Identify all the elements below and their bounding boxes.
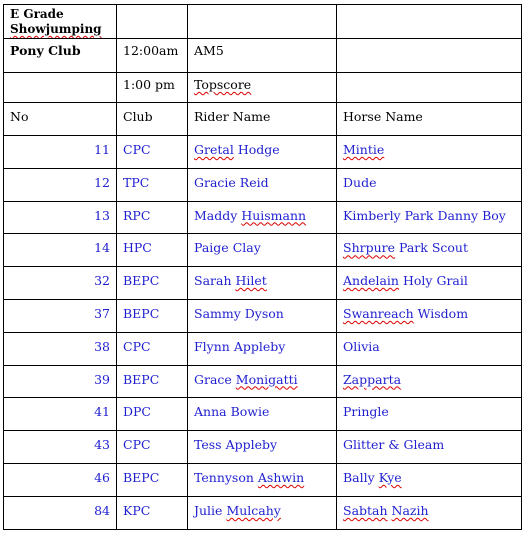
time-1: 12:00am <box>117 39 188 73</box>
entry-club: CPC <box>117 431 188 464</box>
table-row <box>4 398 522 431</box>
entry-horse: Andelain Holy Grail <box>337 267 522 300</box>
entry-horse: Mintie <box>337 136 522 169</box>
column-header-no: No <box>4 103 117 136</box>
event-1: AM5 <box>188 39 337 73</box>
entry-rider: Tess Appleby <box>188 431 337 464</box>
entry-horse: Sabtah Nazih <box>337 496 522 529</box>
entry-rider: Anna Bowie <box>188 398 337 431</box>
entry-rider: Flynn Appleby <box>188 332 337 365</box>
event-2-text: Topscore <box>194 77 252 92</box>
club-row <box>4 39 522 73</box>
column-header-horse: Horse Name <box>337 103 522 136</box>
table-row <box>4 332 522 365</box>
entry-number: 32 <box>4 267 117 300</box>
entries-table <box>3 4 522 530</box>
entry-horse: Zapparta <box>337 365 522 398</box>
entry-horse: Olivia <box>337 332 522 365</box>
column-header-row <box>4 103 522 136</box>
entry-horse: Shrpure Park Scout <box>337 234 522 267</box>
empty-cell <box>4 73 117 103</box>
entry-number: 46 <box>4 463 117 496</box>
entry-club: CPC <box>117 332 188 365</box>
entry-number: 41 <box>4 398 117 431</box>
entry-rider: Sarah Hilet <box>188 267 337 300</box>
table-row <box>4 496 522 529</box>
entry-number: 12 <box>4 168 117 201</box>
entry-number: 13 <box>4 201 117 234</box>
entry-rider: Maddy Huismann <box>188 201 337 234</box>
column-header-rider: Rider Name <box>188 103 337 136</box>
time-2: 1:00 pm <box>117 73 188 103</box>
table-row <box>4 136 522 169</box>
entry-rider: Gracie Reid <box>188 168 337 201</box>
time-row <box>4 73 522 103</box>
empty-cell <box>188 5 337 39</box>
entry-horse: Swanreach Wisdom <box>337 299 522 332</box>
table-row <box>4 365 522 398</box>
table-row <box>4 201 522 234</box>
entry-number: 14 <box>4 234 117 267</box>
entry-number: 84 <box>4 496 117 529</box>
entry-club: TPC <box>117 168 188 201</box>
entry-club: BEPC <box>117 463 188 496</box>
entry-number: 11 <box>4 136 117 169</box>
entry-horse: Kimberly Park Danny Boy <box>337 201 522 234</box>
entry-rider: Sammy Dyson <box>188 299 337 332</box>
entry-horse: Bally Kye <box>337 463 522 496</box>
entry-number: 38 <box>4 332 117 365</box>
event-2 <box>188 73 337 103</box>
empty-cell <box>337 73 522 103</box>
table-row <box>4 463 522 496</box>
entry-club: HPC <box>117 234 188 267</box>
entry-club: KPC <box>117 496 188 529</box>
title-cell <box>4 5 117 39</box>
empty-cell <box>337 39 522 73</box>
entry-club: CPC <box>117 136 188 169</box>
table-row <box>4 299 522 332</box>
club-label: Pony Club <box>4 39 117 73</box>
entry-horse: Glitter & Gleam <box>337 431 522 464</box>
title-row <box>4 5 522 39</box>
entry-rider: Julie Mulcahy <box>188 496 337 529</box>
empty-cell <box>337 5 522 39</box>
entry-number: 43 <box>4 431 117 464</box>
column-header-club: Club <box>117 103 188 136</box>
entry-rider: Tennyson Ashwin <box>188 463 337 496</box>
empty-cell <box>117 5 188 39</box>
entry-rider: Paige Clay <box>188 234 337 267</box>
entry-club: DPC <box>117 398 188 431</box>
entry-number: 39 <box>4 365 117 398</box>
title-line-1: E Grade <box>10 7 64 21</box>
entry-rider: Grace Monigatti <box>188 365 337 398</box>
table-row <box>4 234 522 267</box>
entry-club: RPC <box>117 201 188 234</box>
table-row <box>4 267 522 300</box>
table-row <box>4 431 522 464</box>
entry-rider: Gretal Hodge <box>188 136 337 169</box>
entry-horse: Dude <box>337 168 522 201</box>
entry-club: BEPC <box>117 299 188 332</box>
title-line-2: Showjumping <box>10 22 102 36</box>
entry-club: BEPC <box>117 365 188 398</box>
entry-number: 37 <box>4 299 117 332</box>
entry-horse: Pringle <box>337 398 522 431</box>
table-row <box>4 168 522 201</box>
entry-club: BEPC <box>117 267 188 300</box>
